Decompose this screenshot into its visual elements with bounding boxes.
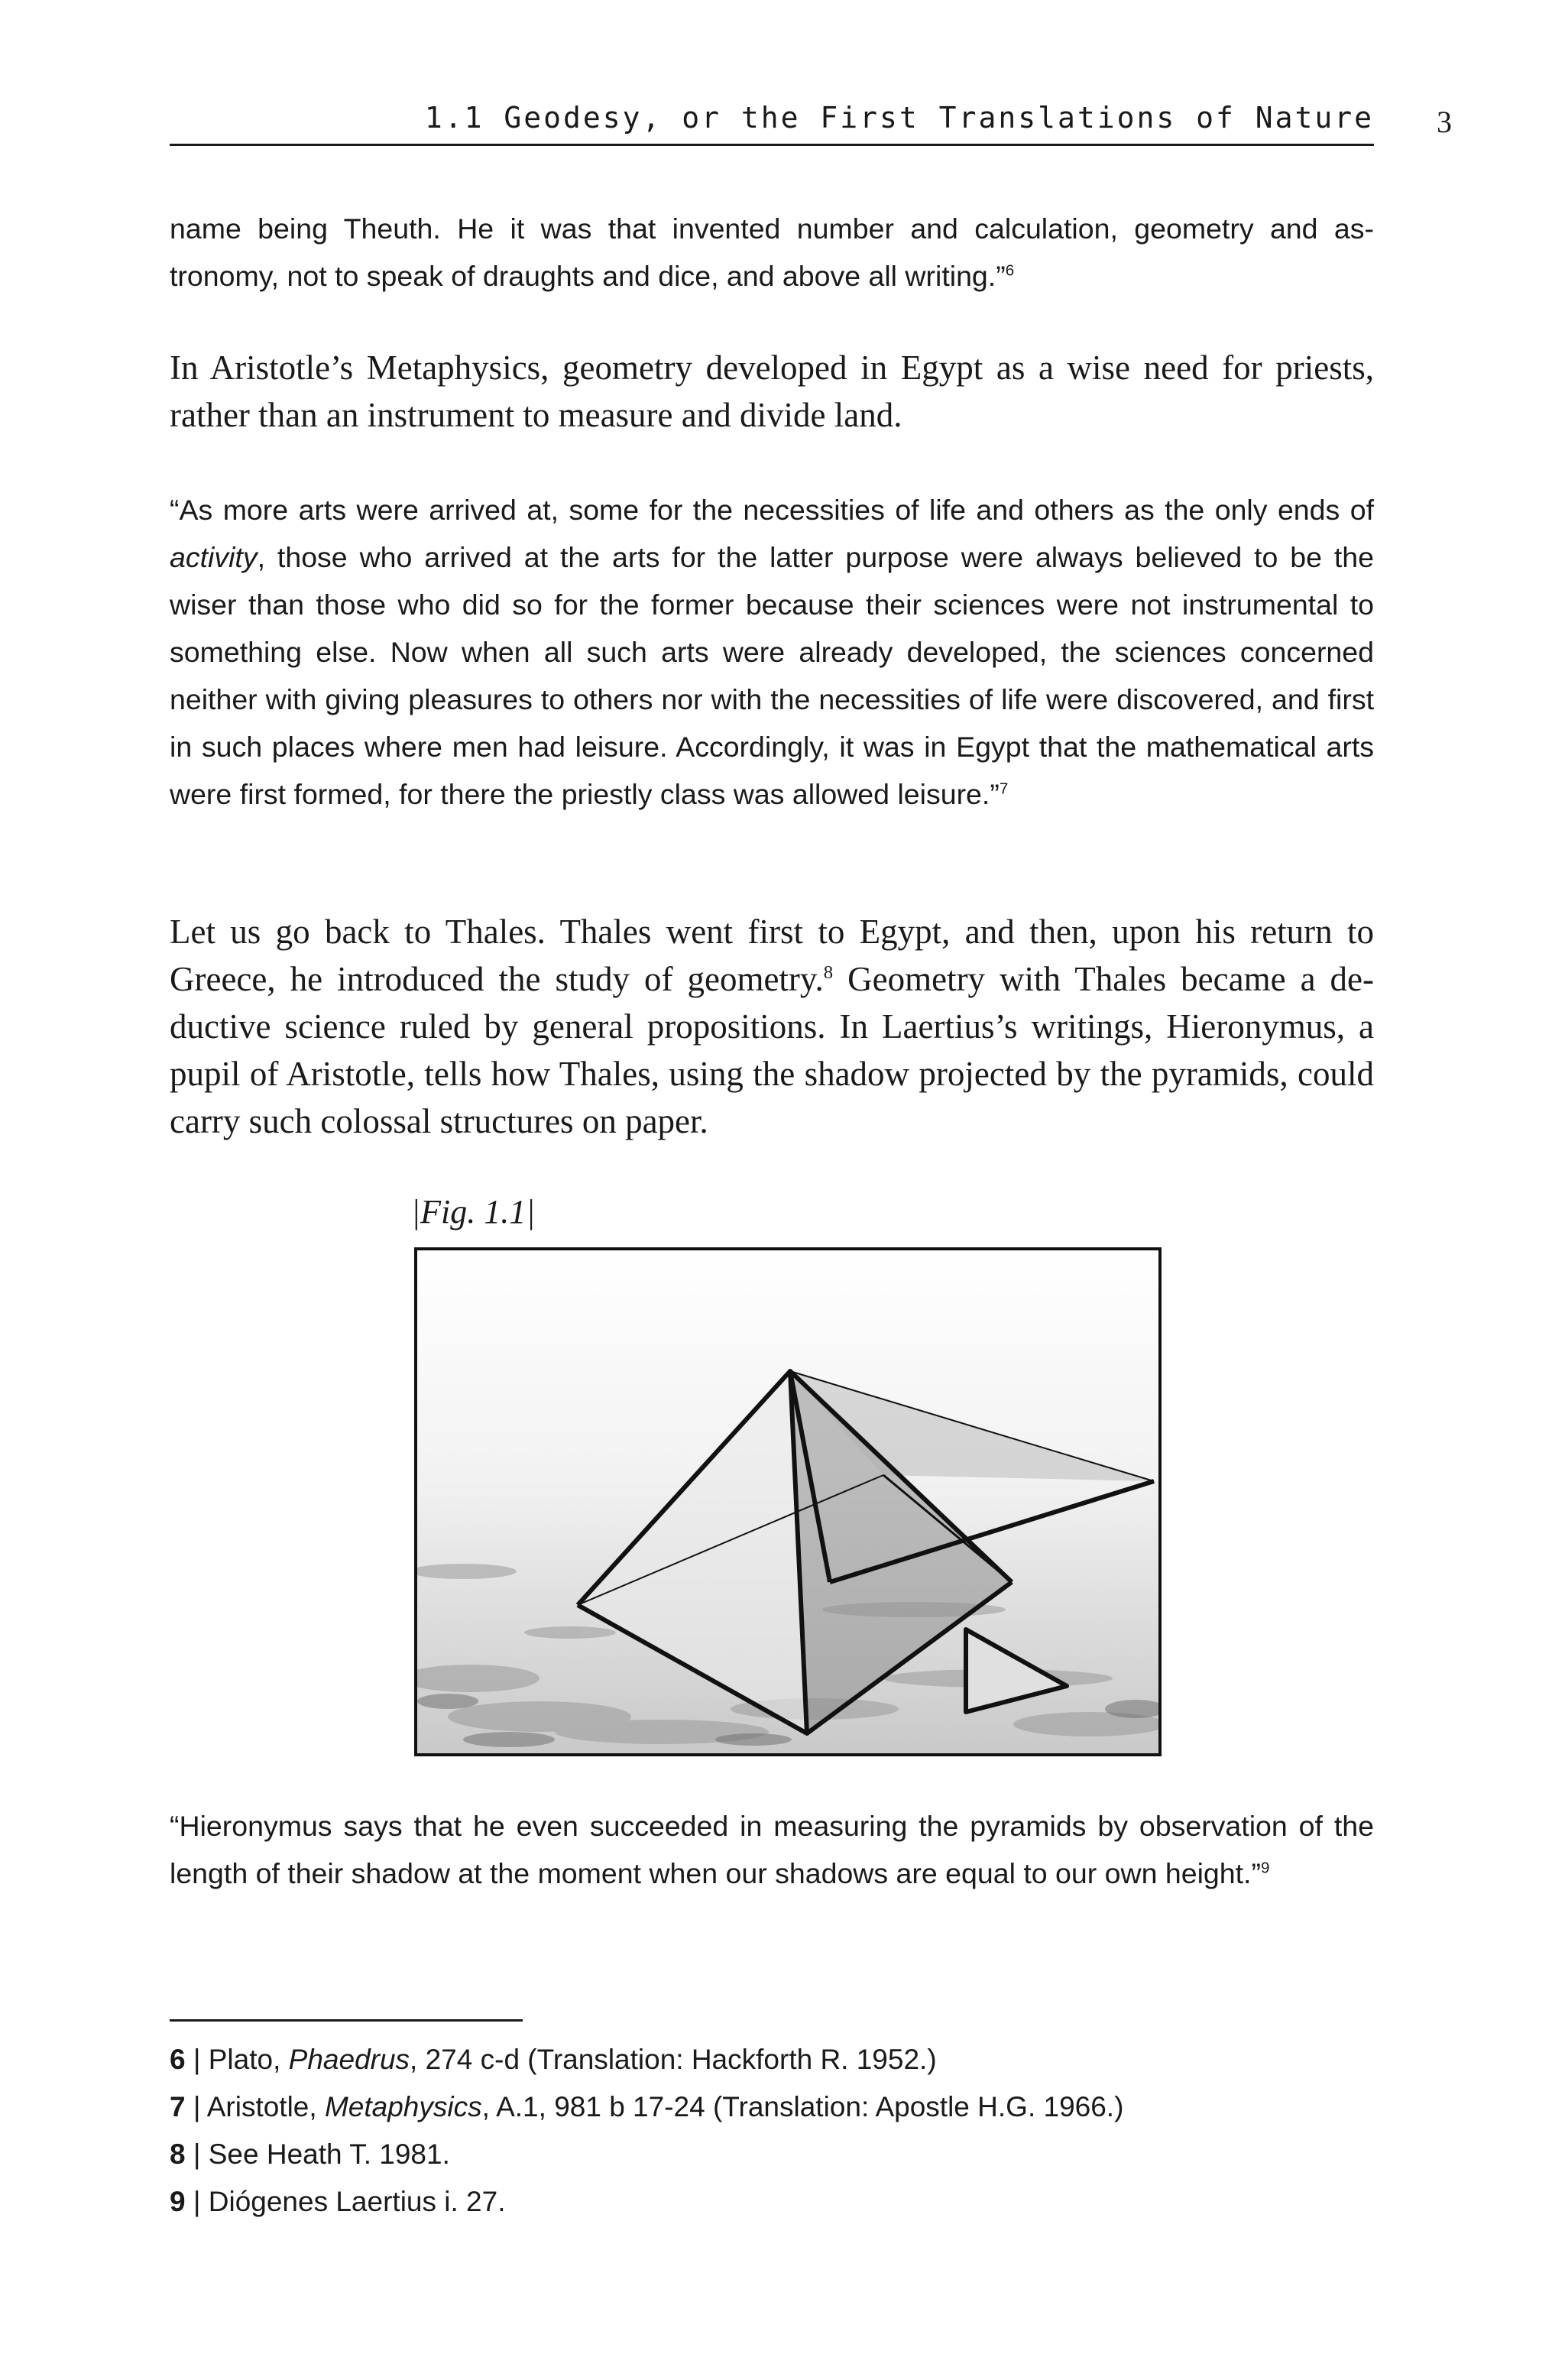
paragraph-5-quote	[170, 1802, 1374, 1897]
figure-caption: |Fig. 1.1|	[411, 1193, 536, 1231]
footnote-separator: |	[185, 2091, 207, 2122]
paragraph-3-quote	[170, 486, 1374, 818]
running-header: 1.1 Geodesy, or the First Translations of Nature	[170, 101, 1374, 146]
paragraph-3-italic: activity	[170, 541, 258, 573]
paragraph-4-text-b: Geometry with Thales became a de-ductive science ruled by general propositions. In Laertius’s writings, Hieronymus, a pupil of Aristotle, tells how Thales, using the shadow projected by the pyramids, could carry such colossal structures on paper.	[170, 960, 1374, 1140]
footnote-number: 6	[170, 2044, 186, 2075]
footnote-9	[170, 2178, 1374, 2226]
paragraph-2	[170, 344, 1374, 439]
footnote-8	[170, 2131, 1374, 2178]
page-number: 3	[1437, 105, 1452, 139]
footnote-separator: |	[185, 2186, 209, 2217]
footnote-number: 8	[170, 2138, 186, 2170]
paragraph-1	[170, 205, 1374, 300]
footnote-text-b: , 274 c-d (Translation: Hackforth R. 1952.)	[410, 2044, 937, 2075]
footnote-separator: |	[185, 2044, 209, 2075]
footnote-title: Metaphysics	[324, 2091, 482, 2122]
footnote-separator: |	[185, 2138, 209, 2170]
footnote-number: 9	[170, 2186, 186, 2217]
paragraph-1-text: name being Theuth. He it was that invented number and calculation, geometry and as-tronomy, not to speak of draughts and dice, and above all writing.”	[170, 212, 1374, 292]
footnote-7	[170, 2083, 1374, 2131]
footnote-6	[170, 2036, 1374, 2083]
footnote-title: Phaedrus	[288, 2044, 410, 2075]
note-ref-6[interactable]: 6	[1005, 261, 1015, 280]
footnote-number: 7	[170, 2091, 186, 2122]
note-ref-7[interactable]: 7	[999, 780, 1009, 798]
paragraph-4-text-a: Let us go back to Thales. Thales went first to Egypt, and then, upon his return to Greece, he introduced the study of geometry.	[170, 913, 1374, 998]
footnote-divider	[170, 2019, 523, 2022]
paragraph-5-text: “Hieronymus says that he even succeeded in measuring the pyramids by observation of the length of their shadow at the moment when our shadows are equal to our own height.”	[170, 1810, 1374, 1889]
figure-pyramid-shadow	[414, 1247, 1162, 1756]
footnote-text-b: , A.1, 981 b 17-24 (Translation: Apostle H.G. 1966.)	[481, 2091, 1124, 2122]
footnotes	[170, 2036, 1374, 2226]
note-ref-9[interactable]: 9	[1260, 1859, 1270, 1877]
paragraph-3-text-b: , those who arrived at the arts for the latter purpose were always believed to be the wiser than those who did so for the former because their sciences were not instrumental to something else. Now when all such arts were already developed, the sciences concerned neither with giving pleasures to others nor with the necessities of life were discovered, and first in such places where men had leisure. Accordingly, it was in Egypt that the mathematical arts were first formed, for there the priestly class was allowed leisure.”	[170, 541, 1374, 810]
paragraph-4	[170, 908, 1374, 1145]
paragraph-3-text-a: “As more arts were arrived at, some for the necessities of life and others as the only ends of	[170, 494, 1374, 526]
paragraph-2-text: In Aristotle’s Metaphysics, geometry developed in Egypt as a wise need for priests, rather than an instrument to measure and divide land.	[170, 349, 1374, 434]
note-ref-8[interactable]: 8	[823, 962, 834, 983]
footnote-text-a: Aristotle,	[206, 2091, 325, 2122]
pyramid-illustration	[417, 1250, 1158, 1753]
footnote-text-a: Diógenes Laertius i. 27.	[208, 2186, 506, 2217]
footnote-text-a: See Heath T. 1981.	[208, 2138, 450, 2170]
footnote-text-a: Plato,	[208, 2044, 289, 2075]
